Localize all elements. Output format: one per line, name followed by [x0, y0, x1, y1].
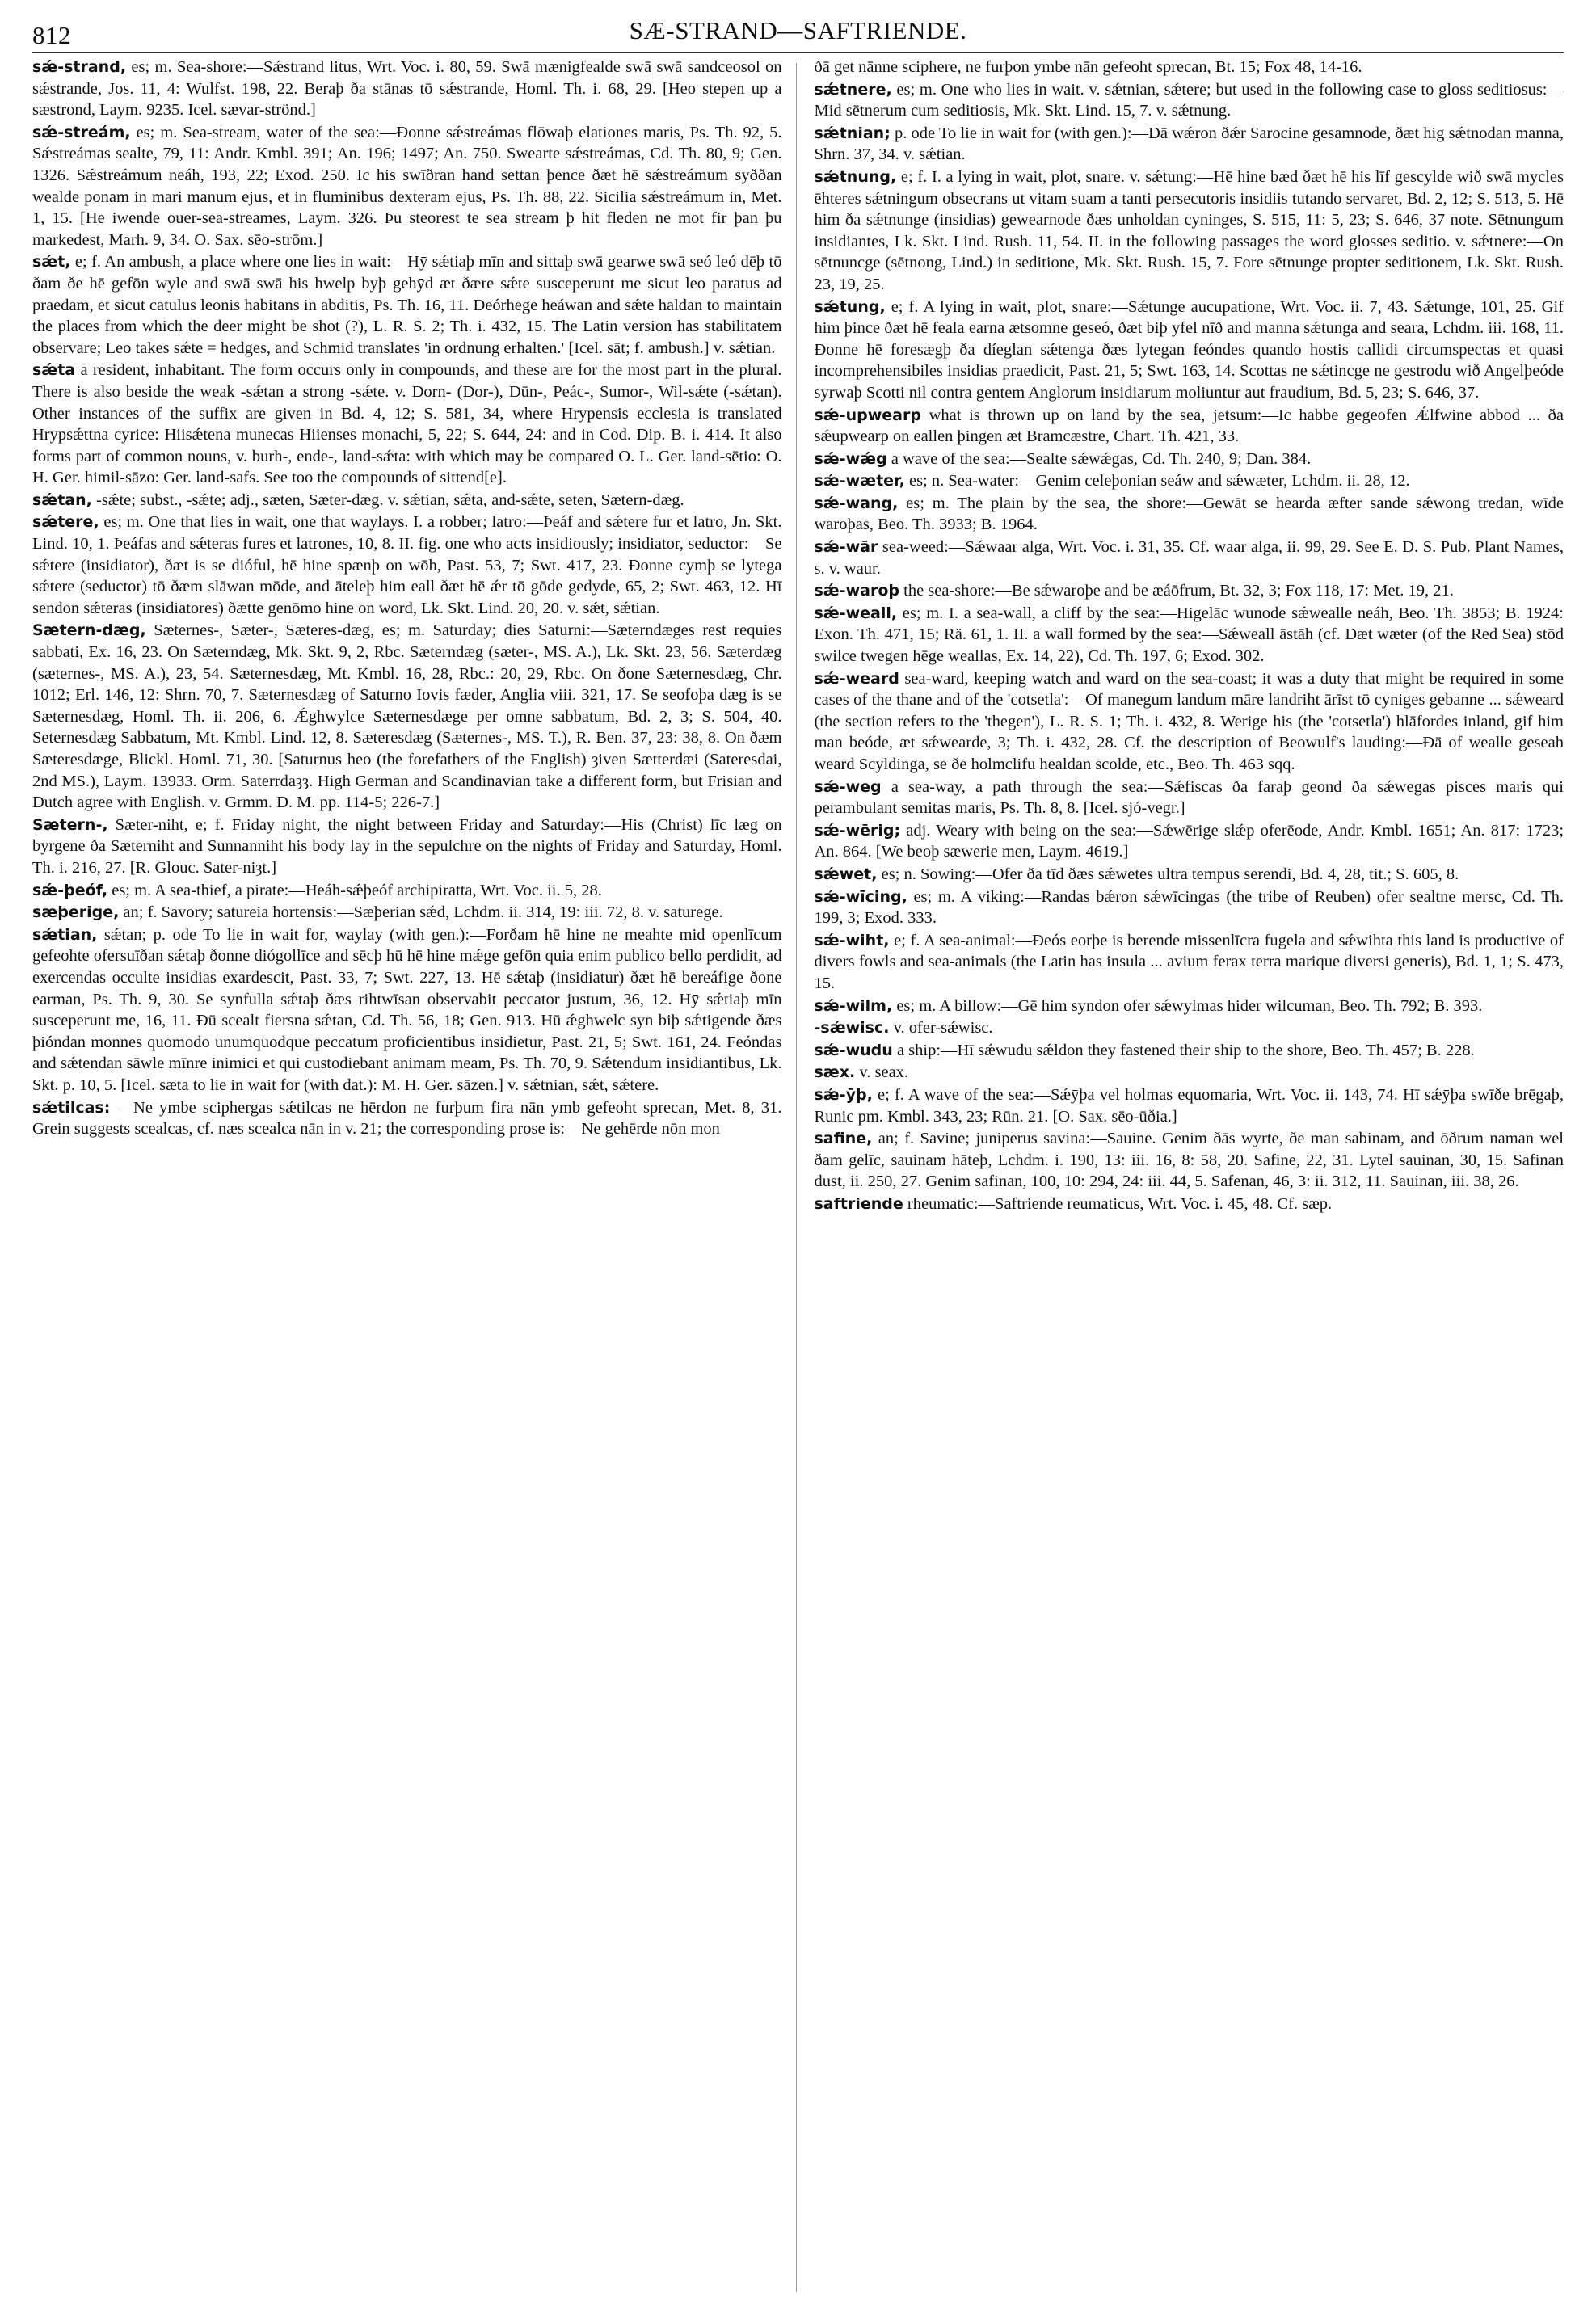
dictionary-entry: [32, 1097, 782, 1140]
entry-headword: sǽtan,: [32, 490, 92, 509]
dictionary-entry: [815, 123, 1564, 166]
entry-body: es; m. Sea-shore:—Sǽstrand litus, Wrt. Voc. i. 80, 59. Swā mænigfealde swā swā sandceosol on sǽstrande, Jos. 11, 4: Wulfst. 198, 22. Beraþ ða stānas tō sǽstrande, Homl. Th. i. 68, 29. [Heo stepen up a sæstrond, Laym. 9235. Icel. sævar-strönd.]: [32, 58, 782, 120]
dictionary-entry: [815, 57, 1564, 78]
entry-headword: sǽ-streám,: [32, 123, 131, 141]
entry-headword: sǽ-strand,: [32, 58, 127, 76]
entry-headword: sǽ-wudu: [814, 1041, 893, 1059]
dictionary-entry: [32, 902, 782, 924]
entry-body: sǽtan; p. ode To lie in wait for, waylay (with gen.):—Forðam hē hine ne meahte mid openlīcum gefeohte ofersuīðan sǽtaþ ðonne diógollīce and sēcþ hū hē hine mǽge gefōn quia enim publico bello perdidit, ad exercendas occulte insidias exardescit, Past. 33, 7; Swt. 227, 13. Hē sǽtaþ (insidiatur) ðæt hē bereáfige ðone earman, Ps. Th. 9, 30. Se synfulla sǽtaþ ðæs rihtwīsan observabit peccator justum, 36, 12. Hȳ sǽtiaþ mīn susceperunt me, 16, 11. Ðū scealt fiersna sǽtan, Cd. Th. 56, 18; Gen. 913. Hū ǽghwelc syn biþ sǽtigende ðæs þióndan monnes quomodo unumquodque peccatum proficientibus insidietur, Past. 21, 5; Swt. 161, 24. Feóndas and sǽtendan sāwle mīnre inimici et qui custodiebant animam meam, Ps. Th. 70, 9. Sǽtendum insidiantibus, Lk. Skt. p. 10, 5. [Icel. sæta to lie in wait for (with dat.): M. H. Ger. sāzen.] v. sǽtnian, sǽt, sǽtere.: [32, 925, 782, 1094]
entry-body: ðā get nānne sciphere, ne furþon ymbe nān gefeoht sprecan, Bt. 15; Fox 48, 14-16.: [814, 58, 1362, 76]
left-column: [32, 57, 782, 2295]
entry-headword: sæx.: [814, 1063, 856, 1082]
dictionary-entry: [815, 297, 1564, 404]
dictionary-entry: [815, 1084, 1564, 1127]
entry-body: sea-weed:—Sǽwaar alga, Wrt. Voc. i. 31, 35. Cf. waar alga, ii. 99, 29. See E. D. S. Pub. Plant Names, s. v. waur.: [814, 538, 1564, 578]
dictionary-entry: [815, 1193, 1564, 1215]
entry-body: es; m. One who lies in wait. v. sǽtnian, sǽtere; but used in the following case to gloss seditiosus:—Mid sētnerum cum seditiosis, Mk. Skt. Lind. 15, 7. v. sǽtnung.: [814, 80, 1564, 120]
entry-headword: sǽ-weard: [814, 669, 899, 688]
entry-body: v. seax.: [859, 1063, 909, 1082]
entry-headword: sǽ-þeóf,: [32, 881, 108, 899]
entry-headword: sǽ-weg: [814, 777, 882, 796]
dictionary-entry: [32, 251, 782, 359]
entry-body: a resident, inhabitant. The form occurs only in compounds, and these are for the most part in the plural. There is also beside the weak -sǽtan a strong -sǽte. v. Dorn- (Dor-), Dūn-, Peác-, Sumor-, Wil-sǽte (-sǽtan). Other instances of the suffix are given in Bd. 4, 12; S. 581, 34, where Hrypensis ecclesia is translated Hrypsǽttna cyrice: Hiisǽtena munecas Hiienses monachi, 5, 22; S. 644, 24: and in Cod. Dip. B. i. 414. It also forms part of common nouns, v. burh-, ende-, land-sǽta: with which may be compared O. L. Ger. land-sētio: O. H. Ger. himil-sāzo: Ger. land-safs. See too the compounds of sittend[e].: [32, 361, 782, 487]
entry-body: es; m. I. a sea-wall, a cliff by the sea:—Higelāc wunode sǽwealle neáh, Beo. Th. 3853; B. 1924: Exon. Th. 471, 15; Rä. 61, 1. II. a wall formed by the sea:—Sǽweall āstāh (cf. Ðæt wæter (of the Red Sea) stōd swilce twegen hēge weallas, Ex. 14, 22), Cd. Th. 197, 6; Exod. 302.: [814, 604, 1564, 666]
dictionary-entry: [815, 79, 1564, 122]
entry-body: es; m. A billow:—Gē him syndon ofer sǽwylmas hider wilcuman, Beo. Th. 792; B. 393.: [896, 996, 1483, 1015]
entry-body: e; f. An ambush, a place where one lies in wait:—Hȳ sǽtiaþ mīn and sittaþ swā gearwe swā seó leó dēþ tō ðam ðe hē gefōn wyle and swā swā his hwelp byþ gehȳd æt ðære sǽte susceperunt me sicut leo paratus ad praedam, et sicut catulus leonis habitans in abditis, Ps. Th. 16, 11. Deórhege heáwan and sǽte haldan to maintain the places from which the deer might be shot (?), L. R. S. 2; Th. i. 432, 15. The Latin version has stabilitatem observare; Leo takes sǽte = hedges, and Schmid translates 'in ordnung erhalten.' [Icel. sāt; f. ambush.] v. sǽtian.: [32, 253, 782, 357]
entry-body: e; f. A lying in wait, plot, snare:—Sǽtunge aucupatione, Wrt. Voc. ii. 7, 43. Sǽtunge, 101, 25. Gif him þince ðæt hē feala earna ætsomne geseó, ðæt biþ yfel nīð and manna sǽtunga and seara, Lchdm. iii. 168, 11. Ðonne hē foresægþ ða díeglan sǽtenga ðæs lytegan feóndes quando hostis callidi circumspectas et quasi incomprehensibiles insidias praedicit, Past. 21, 5; Swt. 163, 14. Scottas ne sǽtincge ne gestrodu wið Angelþeóde syrwaþ Scotti nil contra gentem Anglorum insidiarum moliuntur aut fraudium, Bd. 5, 23; S. 646, 37.: [814, 297, 1564, 402]
headword-range: SÆ-STRAND—SAFTRIENDE.: [629, 16, 967, 44]
entry-body: es; m. One that lies in wait, one that waylays. I. a robber; latro:—Þeáf and sǽtere fur et latro, Jn. Skt. Lind. 10, 1. Þeáfas and sǽteras fures et latrones, 10, 8. II. fig. one who acts insidiously; insidiator, seductor:—Se sǽtere (insidiator), ðæt is se dióful, hē hine spænþ on wōh, Past. 53, 7; Swt. 417, 23. Ðonne cymþ se lytega sǽtere (seductor) tō ðæm slāwan mōde, and āteleþ him eall ðæt hē ǽr tō gōde gedyde, 65, 2; Swt. 463, 12. Hī sendon sǽteras (insidiatores) ðætte genōmo hine on word, Lk. Skt. Lind. 20, 20. v. sǽt, sǽtian.: [32, 513, 782, 617]
entry-body: Sæternes-, Sæter-, Sæteres-dæg, es; m. Saturday; dies Saturni:—Sæterndæges rest requies sabbati, Ex. 16, 23. On Sæterndæg, Mk. Skt. 9, 2, Rbc. Sæterndæg (sæter-, MS. A.), Lk. Skt. 23, 56. Sæterdæg (sæternes-, MS. A.), 23, 54. Sæternesdæg, Mt. Kmbl. 16, 28, Rbc.: 20, 29, Rbc. On ðone Sæternesdæg, Chr. 1012; Erl. 146, 12: Shrn. 70, 7. Sæternesdæg of Saturno Iovis fæder, Anglia viii. 321, 17. Se seofoþa dæg is se Sæternesdæg, Homl. Th. ii. 206, 6. Ǽghwylce Sæternesdæge per omne sabbatum, Bd. 2, 3; S. 504, 40. Seternesdæg Sabbatum, Mt. Kmbl. Lind. 12, 8. Sæteresdæg (Sæternes-, MS. T.), R. Ben. 37, 23: 38, 8. On ðæm Sæteresdæge, Blickl. Homl. 71, 30. [Saturnus heo (the forefathers of the English) ȝiven Sætterdæi (Sateresdai, 2nd MS.), Laym. 13933. Orm. Saterrdaȝȝ. High German and Scandinavian take a different form, but Frisian and Dutch agree with English. v. Grmm. D. M. pp. 114-5; 226-7.]: [32, 621, 782, 812]
entry-body: Sæter-niht, e; f. Friday night, the night between Friday and Saturday:—His (Christ) līc læg on byrgene ða Sæterniht and Sunnanniht his body lay in the sepulchre on the nights of Friday and Saturday, Homl. Th. i. 216, 27. [R. Glouc. Sater-niȝt.]: [32, 815, 782, 877]
dictionary-entry: [815, 886, 1564, 929]
entry-headword: sǽtnian;: [814, 124, 891, 142]
entry-headword: sǽwet,: [814, 865, 878, 883]
entry-body: a ship:—Hī sǽwudu sǽldon they fastened their ship to the shore, Beo. Th. 457; B. 228.: [896, 1041, 1475, 1059]
entry-body: -sǽte; subst., -sǽte; adj., sæten, Sæter-dæg. v. sǽtian, sǽta, and-sǽte, seten, Sætern-dæg.: [96, 490, 684, 509]
dictionary-entry: [815, 493, 1564, 536]
entry-headword: sǽ-wār: [814, 538, 878, 557]
dictionary-entry: [32, 57, 782, 121]
entry-body: p. ode To lie in wait for (with gen.):—Ðā wǽron ðǽr Sarocine gesamnode, ðæt hig sǽtnodan manna, Shrn. 37, 34. v. sǽtian.: [814, 124, 1564, 164]
entry-body: what is thrown up on land by the sea, jetsum:—Ic habbe gegeofen Ǽlfwine abbod ... ða sǽupwearp on eallen þingen æt Bramcæstre, Chart. Th. 421, 33.: [814, 406, 1564, 446]
entry-body: an; f. Savory; satureia hortensis:—Sæþerian sǽd, Lchdm. ii. 314, 19: iii. 72, 8. v. saturege.: [123, 903, 723, 922]
entry-headword: sǽ-upwearp: [814, 406, 921, 424]
entry-headword: Sætern-dæg,: [32, 621, 146, 640]
dictionary-entry: [815, 448, 1564, 470]
entry-headword: safine,: [814, 1130, 873, 1148]
entry-headword: sǽta: [32, 361, 76, 380]
dictionary-entry: [815, 603, 1564, 667]
dictionary-entry: [815, 864, 1564, 886]
entry-headword: Sætern-,: [32, 815, 108, 834]
right-column: [815, 57, 1564, 2295]
entry-body: rheumatic:—Saftriende reumaticus, Wrt. Voc. i. 45, 48. Cf. sæp.: [907, 1194, 1333, 1213]
entry-headword: sǽtung,: [814, 297, 886, 316]
entry-body: es; m. The plain by the sea, the shore:—Gewāt se hearda æfter sande sǽwong tredan, wīde waroþas, Beo. Th. 3933; B. 1964.: [814, 494, 1564, 534]
entry-body: es; m. Sea-stream, water of the sea:—Ðonne sǽstreámas flōwaþ elationes maris, Ps. Th. 92, 5. Sǽstreámas sealte, 79, 11: Andr. Kmbl. 391; An. 196; 1497; An. 750. Swearte sǽstreámas, Cd. Th. 80, 9; Gen. 1326. Sǽstreámum neáh, 193, 22; Exod. 250. Ic his swīðran hand settan þence ðæt hē sǽstreámum syððan wealde ponam in mari manum ejus, et in fluminibus dexteram ejus, Ps. Th. 88, 22. Sicilia sǽstreámum in, Met. 1, 15. [He iwende ouer-sea-streames, Laym. 326. Þu steorest te sea stream þ hit fleden ne mot fir þan þu markedest, Marh. 9, 34. O. Sax. sēo-strōm.]: [32, 123, 782, 249]
entry-body: es; m. A viking:—Randas bǽron sǽwīcingas (the tribe of Reuben) ofer sealtne mersc, Cd. Th. 199, 3; Exod. 333.: [814, 887, 1564, 928]
dictionary-entry: [32, 490, 782, 511]
dictionary-entry: [32, 511, 782, 619]
entry-body: —Ne ymbe sciphergas sǽtilcas ne hērdon ne furþum fira nān ymb gefeoht sprecan, Met. 8, 31. Grein suggests scealcas, cf. næs scealca nān in v. 21; the corresponding prose is:—Ne gehērde nōn mon: [32, 1098, 782, 1139]
entry-headword: sǽ-wīcing,: [814, 887, 907, 906]
dictionary-entry: [815, 668, 1564, 776]
entry-headword: sǽtilcas:: [32, 1098, 111, 1117]
dictionary-entry: [815, 996, 1564, 1017]
entry-body: the sea-shore:—Be sǽwaroþe and be æáōfrum, Bt. 32, 3; Fox 118, 17: Met. 19, 21.: [903, 582, 1454, 600]
entry-headword: sǽt,: [32, 253, 71, 272]
entry-body: e; f. A wave of the sea:—Sǽȳþa vel holmas equomaria, Wrt. Voc. ii. 143, 74. Hī sǽȳþa swīðe brēgaþ, Runic pm. Kmbl. 343, 23; Rūn. 21. [O. Sax. sēo-ūðia.]: [814, 1085, 1564, 1126]
dictionary-entry: [815, 820, 1564, 863]
columns: [32, 57, 1564, 2295]
entry-headword: sǽtere,: [32, 513, 99, 532]
dictionary-entry: [815, 405, 1564, 448]
dictionary-entry: [815, 470, 1564, 492]
entry-headword: sǽ-wilm,: [814, 996, 893, 1015]
entry-headword: sǽ-wǽg: [814, 449, 887, 468]
dictionary-entry: [815, 1017, 1564, 1039]
entry-headword: sǽ-wiht,: [814, 931, 890, 949]
dictionary-entry: [815, 1128, 1564, 1193]
dictionary-entry: [32, 924, 782, 1097]
dictionary-entry: [815, 1040, 1564, 1062]
dictionary-entry: [815, 1062, 1564, 1084]
entry-body: e; f. I. a lying in wait, plot, snare. v. sǽtung:—Hē hine bæd ðæt hē his līf gescylde wið swā mycles ēhteres sǽtningum obsecrans ut vitam suam a tanti persecutoris insidiis tutando servaret, Bd. 2, 12; S. 513, 5. Hē him ða sǽtnunge (insidias) gewearnode ðæs unholdan cyninges, S. 515, 11: 5, 23; S. 646, 37 note. Sētnungum insidiantes, Lk. Skt. Lind. Rush. 11, 54. II. in the following passages the word glosses seditio. v. sǽtnere:—On sētnuncge (sētnong, Lind.) in seditione, Mk. Skt. Rush. 15, 7. Fore sētnunge propter seditionem, Lk. Skt. Rush. 23, 19, 25.: [814, 167, 1564, 293]
dictionary-entry: [815, 166, 1564, 296]
dictionary-entry: [815, 777, 1564, 819]
entry-headword: sǽ-wang,: [814, 494, 899, 512]
entry-headword: sǽ-waroþ: [814, 582, 900, 600]
entry-body: a sea-way, a path through the sea:—Sǽfiscas ða faraþ geond ða sǽwegas pisces maris qui perambulant semitas maris, Ps. Th. 8, 8. [Icel. sjó-vegr.]: [814, 777, 1564, 818]
dictionary-entry: [32, 620, 782, 813]
entry-body: v. ofer-sǽwisc.: [893, 1019, 993, 1038]
dictionary-entry: [815, 930, 1564, 995]
entry-body: sea-ward, keeping watch and ward on the sea-coast; it was a duty that might be required in some cases of the thane and of the 'cotsetla':—Of manegum landum māre landriht ārīst tō cyniges gebanne ... sǽweard (the section refers to the 'thegen'), L. R. S. 1; Th. i. 432, 8. Werige his (the 'cotsetla') hlāfordes inland, gif him man beóde, æt sǽwearde, 3; Th. i. 432, 28. Cf. the description of Beowulf's lauding:—Ðā of wealle geseah weard Scyldinga, se ðe holmclifu healdan scolde, etc., Beo. Th. 463 sqq.: [814, 669, 1564, 773]
dictionary-entry: [32, 360, 782, 489]
entry-headword: -sǽwisc.: [814, 1019, 890, 1038]
entry-headword: sǽ-weall,: [814, 604, 898, 622]
entry-headword: sǽ-ȳþ,: [814, 1085, 873, 1104]
dictionary-entry: [32, 815, 782, 879]
dictionary-entry: [815, 537, 1564, 579]
entry-body: a wave of the sea:—Sealte sǽwǽgas, Cd. Th. 240, 9; Dan. 384.: [891, 449, 1312, 468]
page-number: 812: [32, 21, 71, 49]
dictionary-entry: [32, 122, 782, 251]
dictionary-entry: [815, 580, 1564, 602]
entry-body: adj. Weary with being on the sea:—Sǽwērige slǽp oferēode, Andr. Kmbl. 1651; An. 817: 1723; An. 864. [We beoþ sæwerie men, Laym. 4619.]: [814, 821, 1564, 861]
entry-headword: sǽtian,: [32, 925, 98, 944]
entry-body: e; f. A sea-animal:—Ðeós eorþe is berende missenlīcra fugela and sǽwihta this land is productive of divers fowls and sea-animals (the Latin has insula ... avium ferax terra marique diversi generis), Bd. 1, 1; S. 473, 15.: [814, 931, 1564, 992]
entry-body: es; m. A sea-thief, a pirate:—Heáh-sǽþeóf archipiratta, Wrt. Voc. ii. 5, 28.: [112, 881, 602, 899]
entry-headword: sǽtnere,: [814, 80, 892, 99]
entry-body: es; n. Sowing:—Ofer ða tīd ðæs sǽwetes ultra tempus serendi, Bd. 4, 28, tit.; S. 605, 8.: [881, 865, 1459, 883]
entry-headword: sæþerige,: [32, 903, 120, 922]
entry-body: es; n. Sea-water:—Genim celeþonian seáw and sǽwæter, Lchdm. ii. 28, 12.: [908, 472, 1410, 490]
entry-headword: sǽ-wæter,: [814, 472, 905, 490]
entry-headword: sǽ-wērig;: [814, 821, 901, 840]
dictionary-entry: [32, 880, 782, 902]
entry-headword: sǽtnung,: [814, 167, 897, 186]
entry-headword: saftriende: [814, 1194, 903, 1213]
entry-body: an; f. Savine; juniperus savina:—Sauine. Genim ðās wyrte, ðe man sabinam, and ōðrum naman wel ðam gelīc, sauinam hāteþ, Lchdm. i. 190, 13: iii. 16, 8: 58, 20. Safine, 22, 31. Lytel sauinan, 30, 15. Safinan dust, ii. 250, 27. Genim safinan, 100, 10: 294, 24: iii. 44, 5. Safenan, 46, 3: ii. 312, 11. Sauinan, iii. 38, 26.: [814, 1130, 1564, 1191]
